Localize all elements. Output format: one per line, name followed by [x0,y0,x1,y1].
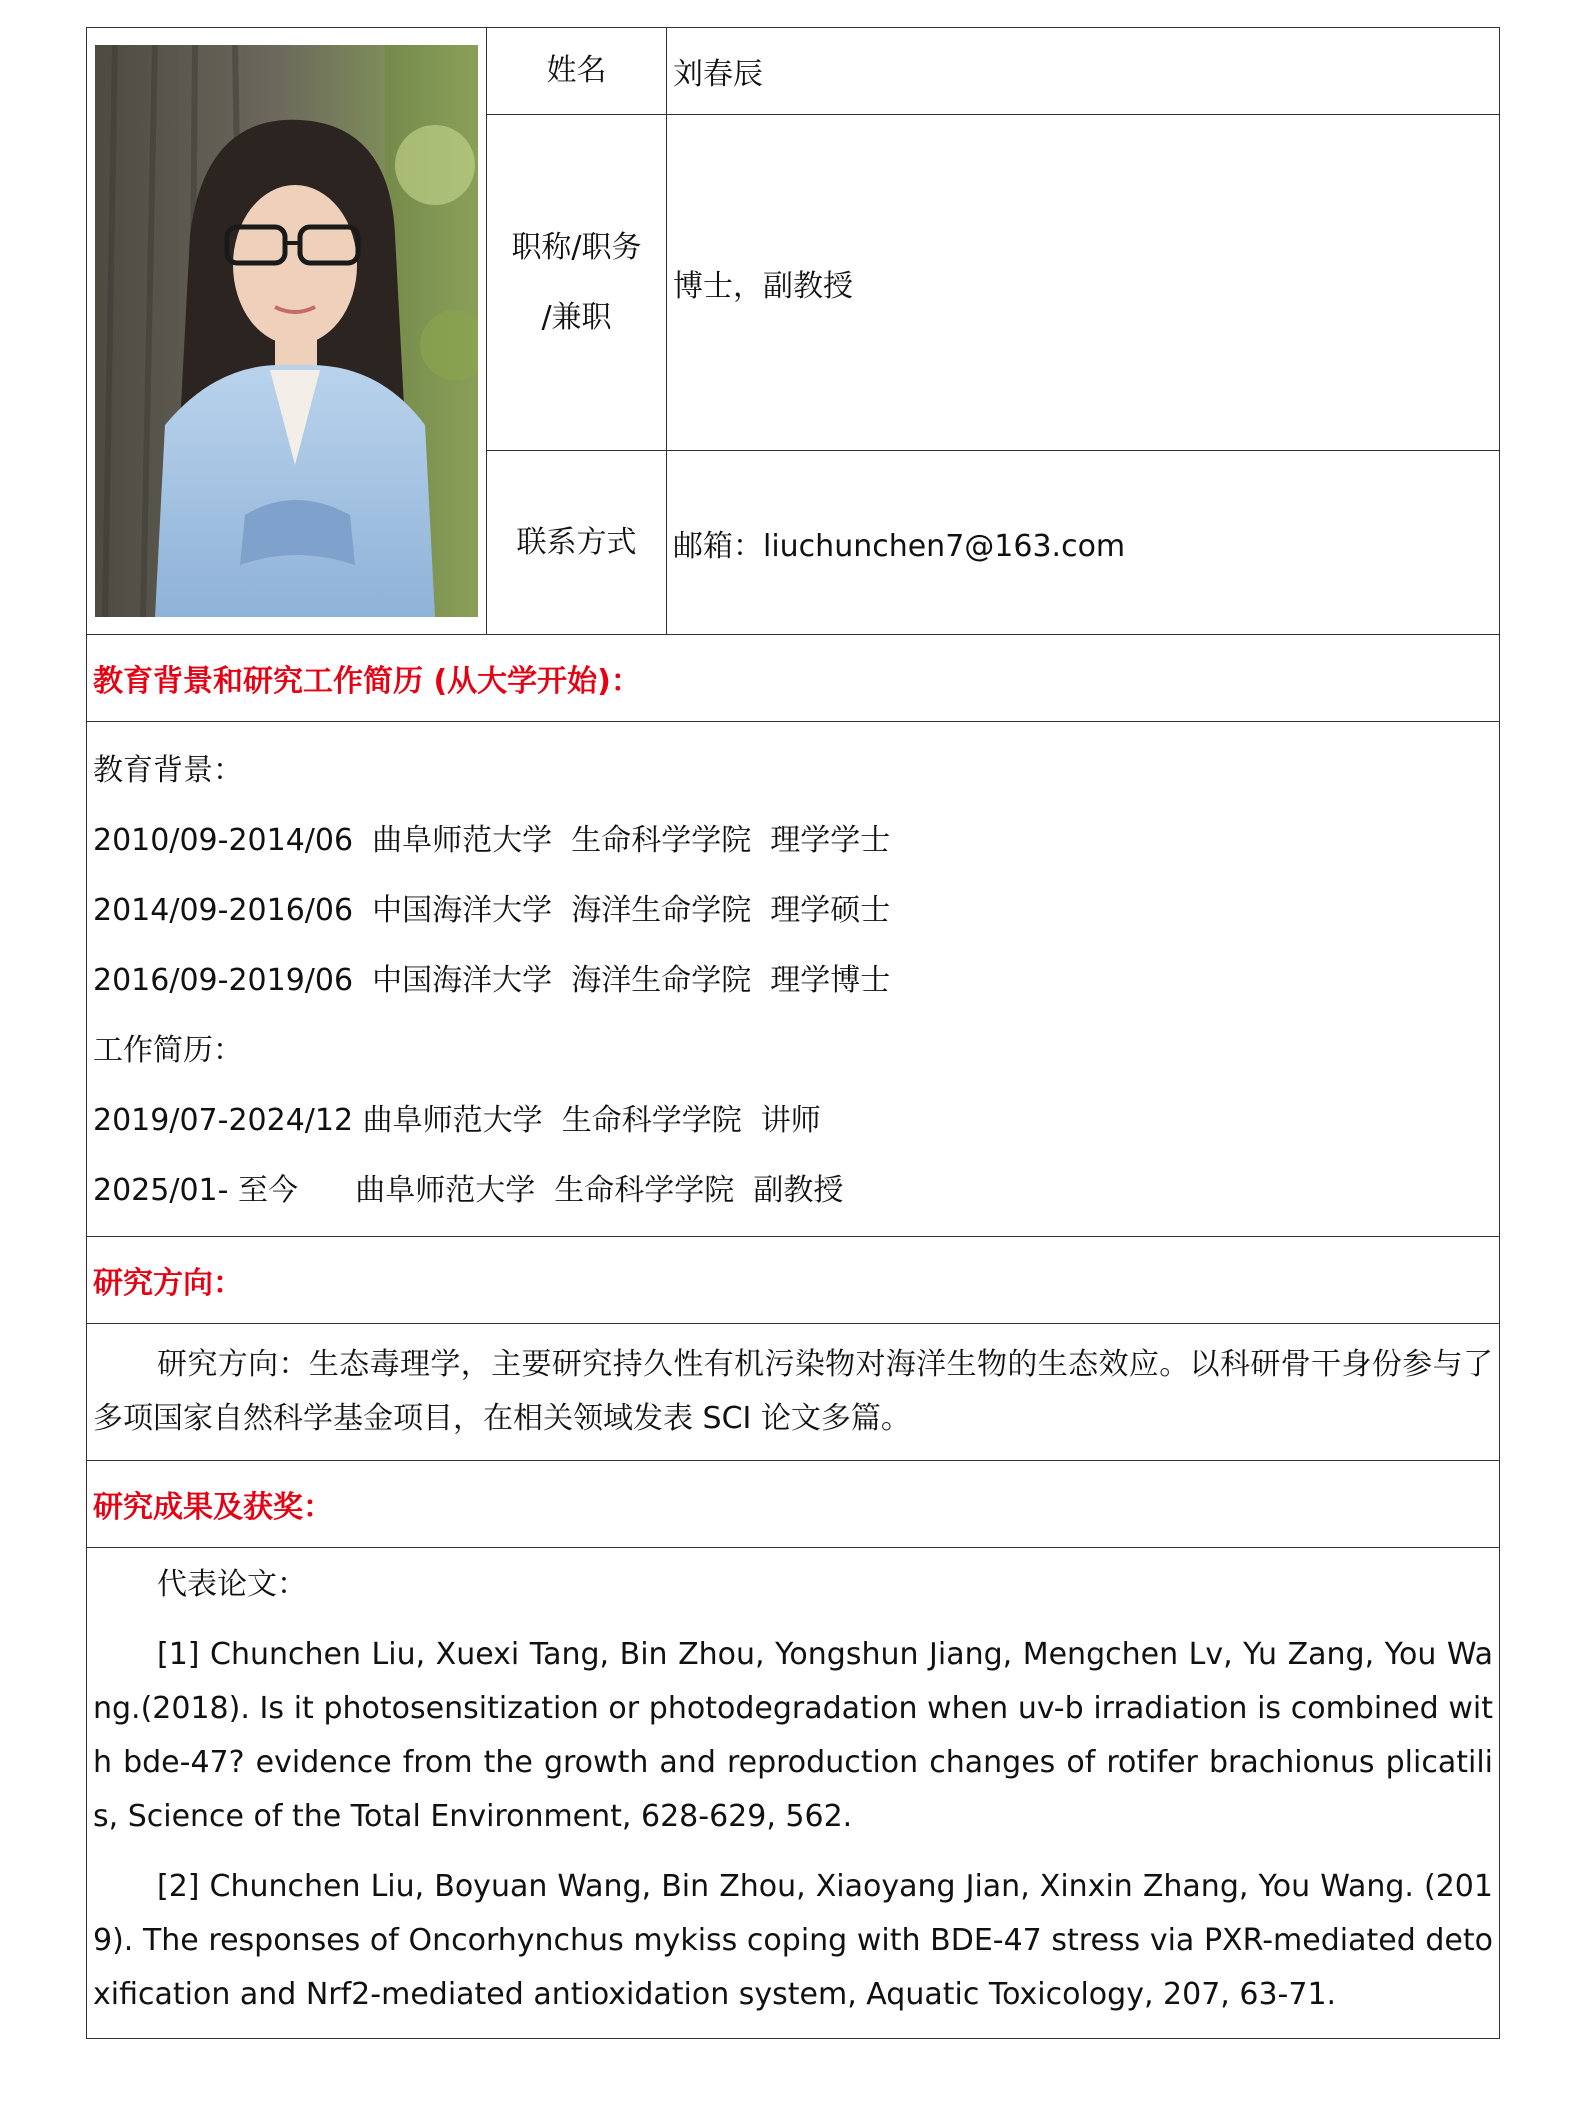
profile-table [86,27,1500,2039]
title-value-cell [667,114,1500,451]
contact-label-cell [487,451,667,635]
education-heading: 教育背景和研究工作简历 (从大学开始)： [93,664,641,699]
work-title: 工作简历： [93,1033,243,1068]
contact-email[interactable]: 邮箱：liuchunchen7@163.com [673,528,1126,564]
portrait-photo [95,45,478,617]
achievements-heading: 研究成果及获奖： [93,1490,333,1525]
education-title: 教育背景： [93,753,243,788]
education-line: 2016/09-2019/06 中国海洋大学 海洋生命学院 理学博士 [93,963,891,998]
education-line: 2010/09-2014/06 曲阜师范大学 生命科学学院 理学学士 [93,823,891,858]
contact-label: 联系方式 [516,524,637,560]
paper-entry: [2] Chunchen Liu, Boyuan Wang, Bin Zhou, Xiaoyang Jian, Xinxin Zhang, You Wang. (2019). The responses of Oncorhynchus mykiss coping with BDE-47 stress via PXR-mediated detoxification and Nrf2-mediated antioxidation system, Aquatic Toxicology, 207, 63-71. [93,1869,1493,2012]
research-heading-cell [87,1237,1500,1324]
papers-title: 代表论文： [157,1567,307,1602]
photo-cell [87,28,487,635]
research-heading: 研究方向： [93,1266,243,1301]
work-line: 2025/01- 至今 曲阜师范大学 生命科学学院 副教授 [93,1173,844,1208]
title-label-cell [487,114,667,451]
name-value-cell [667,28,1500,115]
education-heading-cell [87,635,1500,722]
education-body [87,722,1500,1237]
title-label-line1: 职称/职务 [511,229,642,265]
title-value: 博士，副教授 [673,268,853,304]
title-label-line2: /兼职 [541,299,612,335]
achievements-heading-cell [87,1461,1500,1548]
paper-entry: [1] Chunchen Liu, Xuexi Tang, Bin Zhou, Yongshun Jiang, Mengchen Lv, Yu Zang, You Wang.(2018). Is it photosensitization or photodegradation when uv-b irradiation is combined with bde-47? evidence from the growth and reproduction changes of rotifer brachionus plicatilis, Science of the Total Environment, 628-629, 562. [93,1637,1493,1834]
contact-value-cell [667,451,1500,635]
name-value: 刘春辰 [673,56,763,92]
education-line: 2014/09-2016/06 中国海洋大学 海洋生命学院 理学硕士 [93,893,891,928]
work-line: 2019/07-2024/12 曲阜师范大学 生命科学学院 讲师 [93,1103,821,1138]
name-label-cell [487,28,667,115]
research-body [87,1324,1500,1461]
achievements-body [87,1548,1500,2039]
profile-sheet [86,27,1500,2039]
name-label: 姓名 [546,52,607,88]
research-text: 研究方向：生态毒理学，主要研究持久性有机污染物对海洋生物的生态效应。以科研骨干身份参与了多项国家自然科学基金项目，在相关领域发表 SCI 论文多篇。 [93,1347,1493,1436]
